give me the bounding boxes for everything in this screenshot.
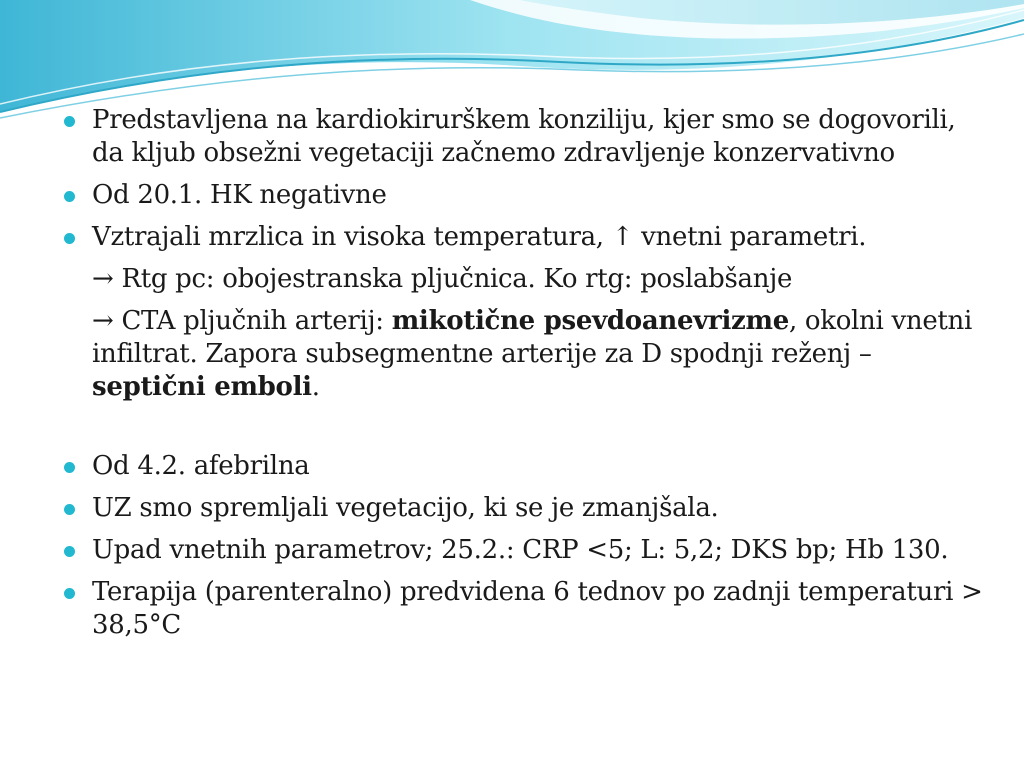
list-item-text: Od 20.1. HK negativne — [92, 180, 387, 210]
list-item — [62, 179, 992, 212]
bullet-icon — [64, 462, 75, 473]
list-item — [62, 221, 992, 254]
bullet-icon — [64, 116, 75, 127]
cta-bold-pseudoaneurysms: mikotične psevdoanevrizme — [391, 306, 789, 336]
bullet-icon — [64, 546, 75, 557]
bullet-icon — [64, 191, 75, 202]
cta-text: → CTA pljučnih arterij: — [92, 306, 392, 336]
list-item-text: UZ smo spremljali vegetacijo, ki se je zmanjšala. — [92, 493, 719, 523]
list-item — [62, 492, 992, 525]
list-item-text: Terapija (parenteralno) predvidena 6 tednov po zadnji temperaturi > 38,5°C — [92, 577, 983, 640]
sub-item-rtg: → Rtg pc: obojestranska pljučnica. Ko rtg: poslabšanje — [92, 264, 793, 294]
cta-text: . — [311, 372, 320, 402]
list-item-text: Vztrajali mrzlica in visoka temperatura, ↑ vnetni parametri. — [92, 222, 867, 252]
slide-body — [62, 104, 992, 651]
list-item-text: Upad vnetnih parametrov; 25.2.: CRP <5; L: 5,2; DKS bp; Hb 130. — [92, 535, 949, 565]
bullet-icon — [64, 588, 75, 599]
sub-item-cta — [62, 305, 992, 404]
list-item — [62, 450, 992, 483]
cta-text: , okolni vnetni infiltrat. Zapora subsegmentne arterije za D spodnji reženj – — [92, 306, 973, 369]
list-item-text: Od 4.2. afebrilna — [92, 451, 310, 481]
bullet-icon — [64, 504, 75, 515]
list-item — [62, 104, 992, 170]
list-item — [62, 534, 992, 567]
cta-bold-septic-emboli: septični emboli — [92, 372, 312, 402]
list-item — [62, 576, 992, 642]
bullet-icon — [64, 233, 75, 244]
list-item-text: Predstavljena na kardiokirurškem konziliju, kjer smo se dogovorili, da kljub obsežni vegetaciji začnemo zdravljenje konzervativno — [92, 105, 956, 168]
